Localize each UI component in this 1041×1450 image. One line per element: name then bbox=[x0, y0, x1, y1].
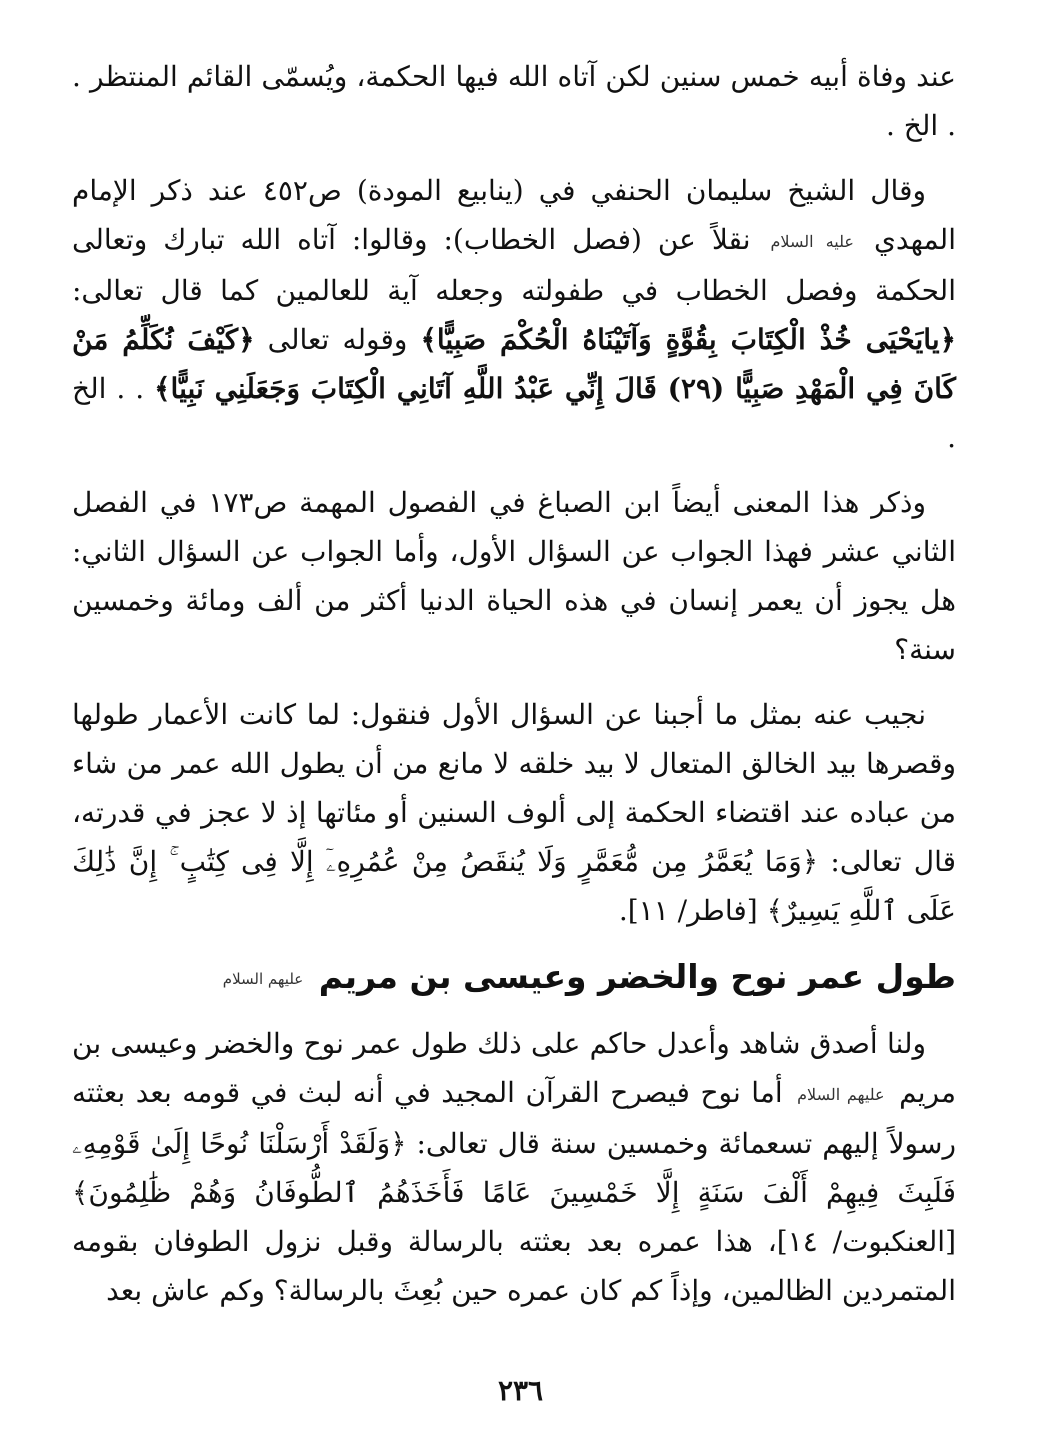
paragraph-4 bbox=[72, 690, 956, 935]
paragraph-2-text-a: وقال الشيخ سليمان الحنفي في (ينابيع المودة) ص٤٥٢ عند ذكر الإمام المهدي bbox=[72, 174, 956, 256]
page-number: ٢٣٦ bbox=[497, 1374, 544, 1407]
paragraph-5-text-a: ولنا أصدق شاهد وأعدل حاكم على ذلك طول عمر نوح والخضر وعيسى بن مريم bbox=[72, 1026, 956, 1109]
section-heading-text: طول عمر نوح والخضر وعيسى بن مريم bbox=[318, 957, 956, 996]
quran-verse-nuh: ﴿وَلَقَدْ أَرْسَلْنَا نُوحًا إِلَىٰ قَوْمِهِۦ فَلَبِثَ فِيهِمْ أَلْفَ سَنَةٍ إِلَّا خَمْسِينَ عَامًا فَأَخَذَهُمُ ٱلطُّوفَانُ وَهُمْ ظَٰلِمُونَ﴾ bbox=[72, 1126, 956, 1209]
paragraph-2-text-d: . . الخ . bbox=[72, 372, 956, 454]
section-heading bbox=[72, 951, 956, 1005]
paragraph-3-text: وذكر هذا المعنى أيضاً ابن الصباغ في الفصول المهمة ص١٧٣ في الفصل الثاني عشر فهذا الجواب عن السؤال الأول، وأما الجواب عن السؤال الثاني: هل يجوز أن يعمر إنسان في هذه الحياة الدنيا أكثر من ألف ومائة وخمسين سنة؟ bbox=[72, 486, 956, 666]
paragraph-1 bbox=[72, 52, 956, 150]
paragraph-3 bbox=[72, 478, 956, 674]
paragraph-2-text-b: نقلاً عن (فصل الخطاب): وقالوا: آتاه الله تبارك وتعالى الحكمة وفصل الخطاب في طفولته وجعله آية للعالمين كما قال تعالى: bbox=[72, 223, 956, 307]
quran-reference-fatir: [فاطر/ ١١]. bbox=[618, 894, 758, 927]
page-body bbox=[72, 52, 956, 1331]
paragraph-1-text: عند وفاة أبيه خمس سنين لكن آتاه الله فيها الحكمة، ويُسمّى القائم المنتظر . . الخ . bbox=[72, 60, 956, 142]
paragraph-5 bbox=[72, 1019, 956, 1315]
honorific-mark: عليه السلام bbox=[770, 232, 854, 251]
paragraph-2 bbox=[72, 166, 956, 462]
honorific-mark-2: عليهم السلام bbox=[797, 1084, 885, 1104]
quran-verse-yahya: ﴿يايَحْيَى خُذْ الْكِتَابَ بِقُوَّةٍ وَآتَيْنَاهُ الْحُكْمَ صَبِيًّا﴾ bbox=[420, 323, 957, 356]
heading-honorific-mark: عليهم السلام bbox=[222, 969, 304, 988]
quran-verse-mahd: ﴿كَيْفَ نُكَلِّمُ مَنْ كَانَ فِي الْمَهْدِ صَبِيًّا (٢٩) قَالَ إِنِّي عَبْدُ اللَّهِ آتَانِي الْكِتَابَ وَجَعَلَنِي نَبِيًّا﴾ bbox=[72, 323, 957, 405]
paragraph-2-text-c: وقوله تعالى bbox=[267, 323, 408, 356]
paragraph-5-text-c: [العنكبوت/ ١٤]، هذا عمره بعد بعثته بالرسالة وقبل نزول الطوفان بقومه المتمردين الظالمين، وإذاً كم كان عمره حين بُعِثَ بالرسالة؟ وكم عاش بعد bbox=[72, 1224, 956, 1307]
paragraph-4-text-a: نجيب عنه بمثل ما أجبنا عن السؤال الأول فنقول: لما كانت الأعمار طولها وقصرها بيد الخالق المتعال لا بيد خلقه لا مانع من أن يطول الله عمر من شاء من عباده عند اقتضاء الحكمة إلى ألوف السنين أو مئاتها إذ لا عجز في قدرته، قال تعالى: bbox=[72, 698, 956, 878]
paragraph-5-text-b: أما نوح فيصرح القرآن المجيد في أنه لبث في قومه بعد بعثته رسولاً إليهم تسعمائة وخمسين سنة قال تعالى: bbox=[72, 1075, 956, 1160]
quran-verse-fatir: ﴿وَمَا يُعَمَّرُ مِن مُّعَمَّرٍ وَلَا يُنقَصُ مِنْ عُمُرِهِۦٓ إِلَّا فِى كِتَٰبٍ ۚ إِنَّ ذَٰلِكَ عَلَى ٱللَّهِ يَسِيرٌ﴾ bbox=[72, 845, 956, 927]
